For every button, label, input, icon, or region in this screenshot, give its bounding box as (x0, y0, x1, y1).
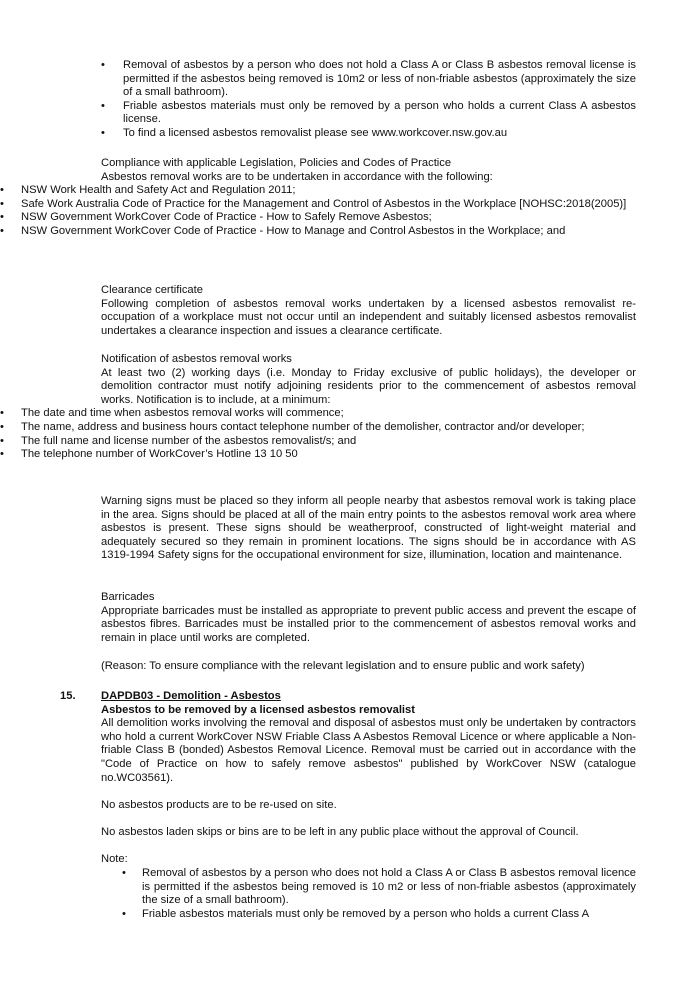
warning-signs-section (101, 495, 636, 563)
notification-text: At least two (2) working days (i.e. Monday to Friday exclusive of public holidays), the developer or demolition contractor must notify adjoining residents prior to the commencement of asbestos removal works. Notification is to include, at a minimum: (101, 366, 636, 406)
no-reuse-text: No asbestos products are to be re-used on site. (101, 798, 337, 811)
list-item: • The full name and license number of the asbestos removalist/s; and (0, 435, 636, 449)
warning-signs-text: Warning signs must be placed so they inform all people nearby that asbestos removal work is taking place in the area. Signs should be placed at all of the main entry points to the asbestos removal work area where asbestos is present. These signs should be weatherproof, constructed of light-weight material and adequately secured so they remain in prominent locations. The signs should be in accordance with AS 1319-1994 Safety signs for the occupational environment for size, illumination, location and maintenance. (101, 495, 636, 562)
clearance-section (101, 284, 636, 338)
compliance-heading: Compliance with applicable Legislation, Policies and Codes of Practice (101, 157, 452, 169)
list-item: • The telephone number of WorkCover’s Hotline 13 10 50 (0, 448, 636, 462)
notification-section (21, 353, 636, 462)
list-item: • Safe Work Australia Code of Practice for the Management and Control of Asbestos in the Workplace [NOHSC:2018(2005)] (0, 198, 636, 212)
clearance-text: Following completion of asbestos removal works undertaken by a licensed asbestos removalist re-occupation of a workplace must not occur until an independent and suitably licensed asbestos removalist undertakes a clearance inspection and issues a clearance certificate. (101, 297, 636, 337)
compliance-intro: Asbestos removal works are to be undertaken in accordance with the following: (101, 170, 493, 183)
top-bullet-list (101, 59, 636, 141)
list-item: • The date and time when asbestos removal works will commence; (0, 407, 636, 421)
list-item: • To find a licensed asbestos removalist please see www.workcover.nsw.gov.au (101, 127, 636, 141)
reason-section (101, 660, 636, 674)
clearance-heading: Clearance certificate (101, 284, 203, 296)
notification-heading: Notification of asbestos removal works (101, 353, 292, 365)
list-item: • The name, address and business hours contact telephone number of the demolisher, contractor and/or developer; (0, 421, 636, 435)
list-item: • Removal of asbestos by a person who does not hold a Class A or Class B asbestos removal license is permitted if the asbestos being removed is 10m2 or less of non-friable asbestos (approximately the size of a small bathroom). (101, 59, 636, 100)
barricades-text: Appropriate barricades must be installed as appropriate to prevent public access and prevent the escape of asbestos fibres. Barricades must be installed prior to the commencement of asbestos removal works and remain in place until works are completed. (101, 604, 636, 644)
no-skips-text: No asbestos laden skips or bins are to be left in any public place without the approval of Council. (101, 825, 579, 838)
condition-section (101, 690, 636, 867)
barricades-section (101, 591, 636, 645)
list-item: • NSW Government WorkCover Code of Practice - How to Safely Remove Asbestos; (0, 211, 636, 225)
condition-title: DAPDB03 - Demolition - Asbestos (101, 690, 281, 702)
list-item: • Removal of asbestos by a person who does not hold a Class A or Class B asbestos removal licence is permitted if the asbestos being removed is 10 m2 or less of non-friable asbestos (approximately the size of a small bathroom). (122, 867, 636, 908)
condition-number: 15. (60, 690, 76, 702)
reason-text: (Reason: To ensure compliance with the relevant legislation and to ensure public and work safety) (101, 660, 585, 672)
condition-text: All demolition works involving the removal and disposal of asbestos must only be undertaken by contractors who hold a current WorkCover NSW Friable Class A Asbestos Removal Licence or where applicable a Non-friable Class B (bonded) Asbestos Removal Licence. Removal must be carried out in accordance with the "Code of Practice on how to safely remove asbestos" published by WorkCover NSW (catalogue no.WC03561). (101, 717, 636, 784)
barricades-heading: Barricades (101, 591, 155, 603)
note-bullet-list (122, 867, 636, 921)
condition-subtitle: Asbestos to be removed by a licensed asbestos removalist (101, 703, 415, 716)
list-item: • Friable asbestos materials must only be removed by a person who holds a current Class A asbestos license. (101, 100, 636, 127)
list-item: • NSW Work Health and Safety Act and Regulation 2011; (0, 184, 636, 198)
list-item: • NSW Government WorkCover Code of Practice - How to Manage and Control Asbestos in the Workplace; and (0, 225, 636, 239)
compliance-section (21, 157, 636, 239)
list-item: • Friable asbestos materials must only be removed by a person who holds a current Class A (122, 908, 636, 922)
note-label: Note: (101, 853, 128, 866)
